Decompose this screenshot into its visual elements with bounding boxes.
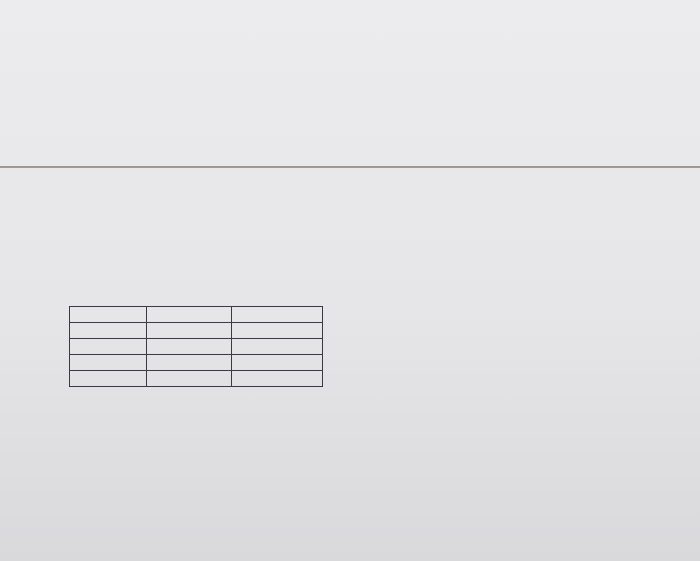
header-zero (70, 307, 147, 323)
multiplicity-cell[interactable] (147, 371, 232, 387)
zero-cell[interactable] (70, 339, 147, 355)
multiplicity-cell[interactable] (147, 323, 232, 339)
cross-touch-cell[interactable] (232, 323, 323, 339)
graph-grid[interactable] (388, 304, 638, 548)
table-row (70, 339, 323, 355)
multiplicity-cell[interactable] (147, 355, 232, 371)
multiplicity-cell[interactable] (147, 339, 232, 355)
cross-touch-cell[interactable] (232, 371, 323, 387)
top-graph-grid (395, 0, 635, 40)
header-multiplicity (147, 307, 232, 323)
zero-cell[interactable] (70, 371, 147, 387)
cross-touch-cell[interactable] (232, 355, 323, 371)
zeros-table-header (70, 307, 323, 323)
page-fold-line (0, 166, 700, 168)
page-number-label (14, 48, 64, 74)
header-cross-touch (232, 307, 323, 323)
cross-touch-cell[interactable] (232, 339, 323, 355)
table-row (70, 371, 323, 387)
zero-cell[interactable] (70, 355, 147, 371)
table-row (70, 323, 323, 339)
zeros-table (69, 306, 323, 387)
zero-cell[interactable] (70, 323, 147, 339)
table-row (70, 355, 323, 371)
